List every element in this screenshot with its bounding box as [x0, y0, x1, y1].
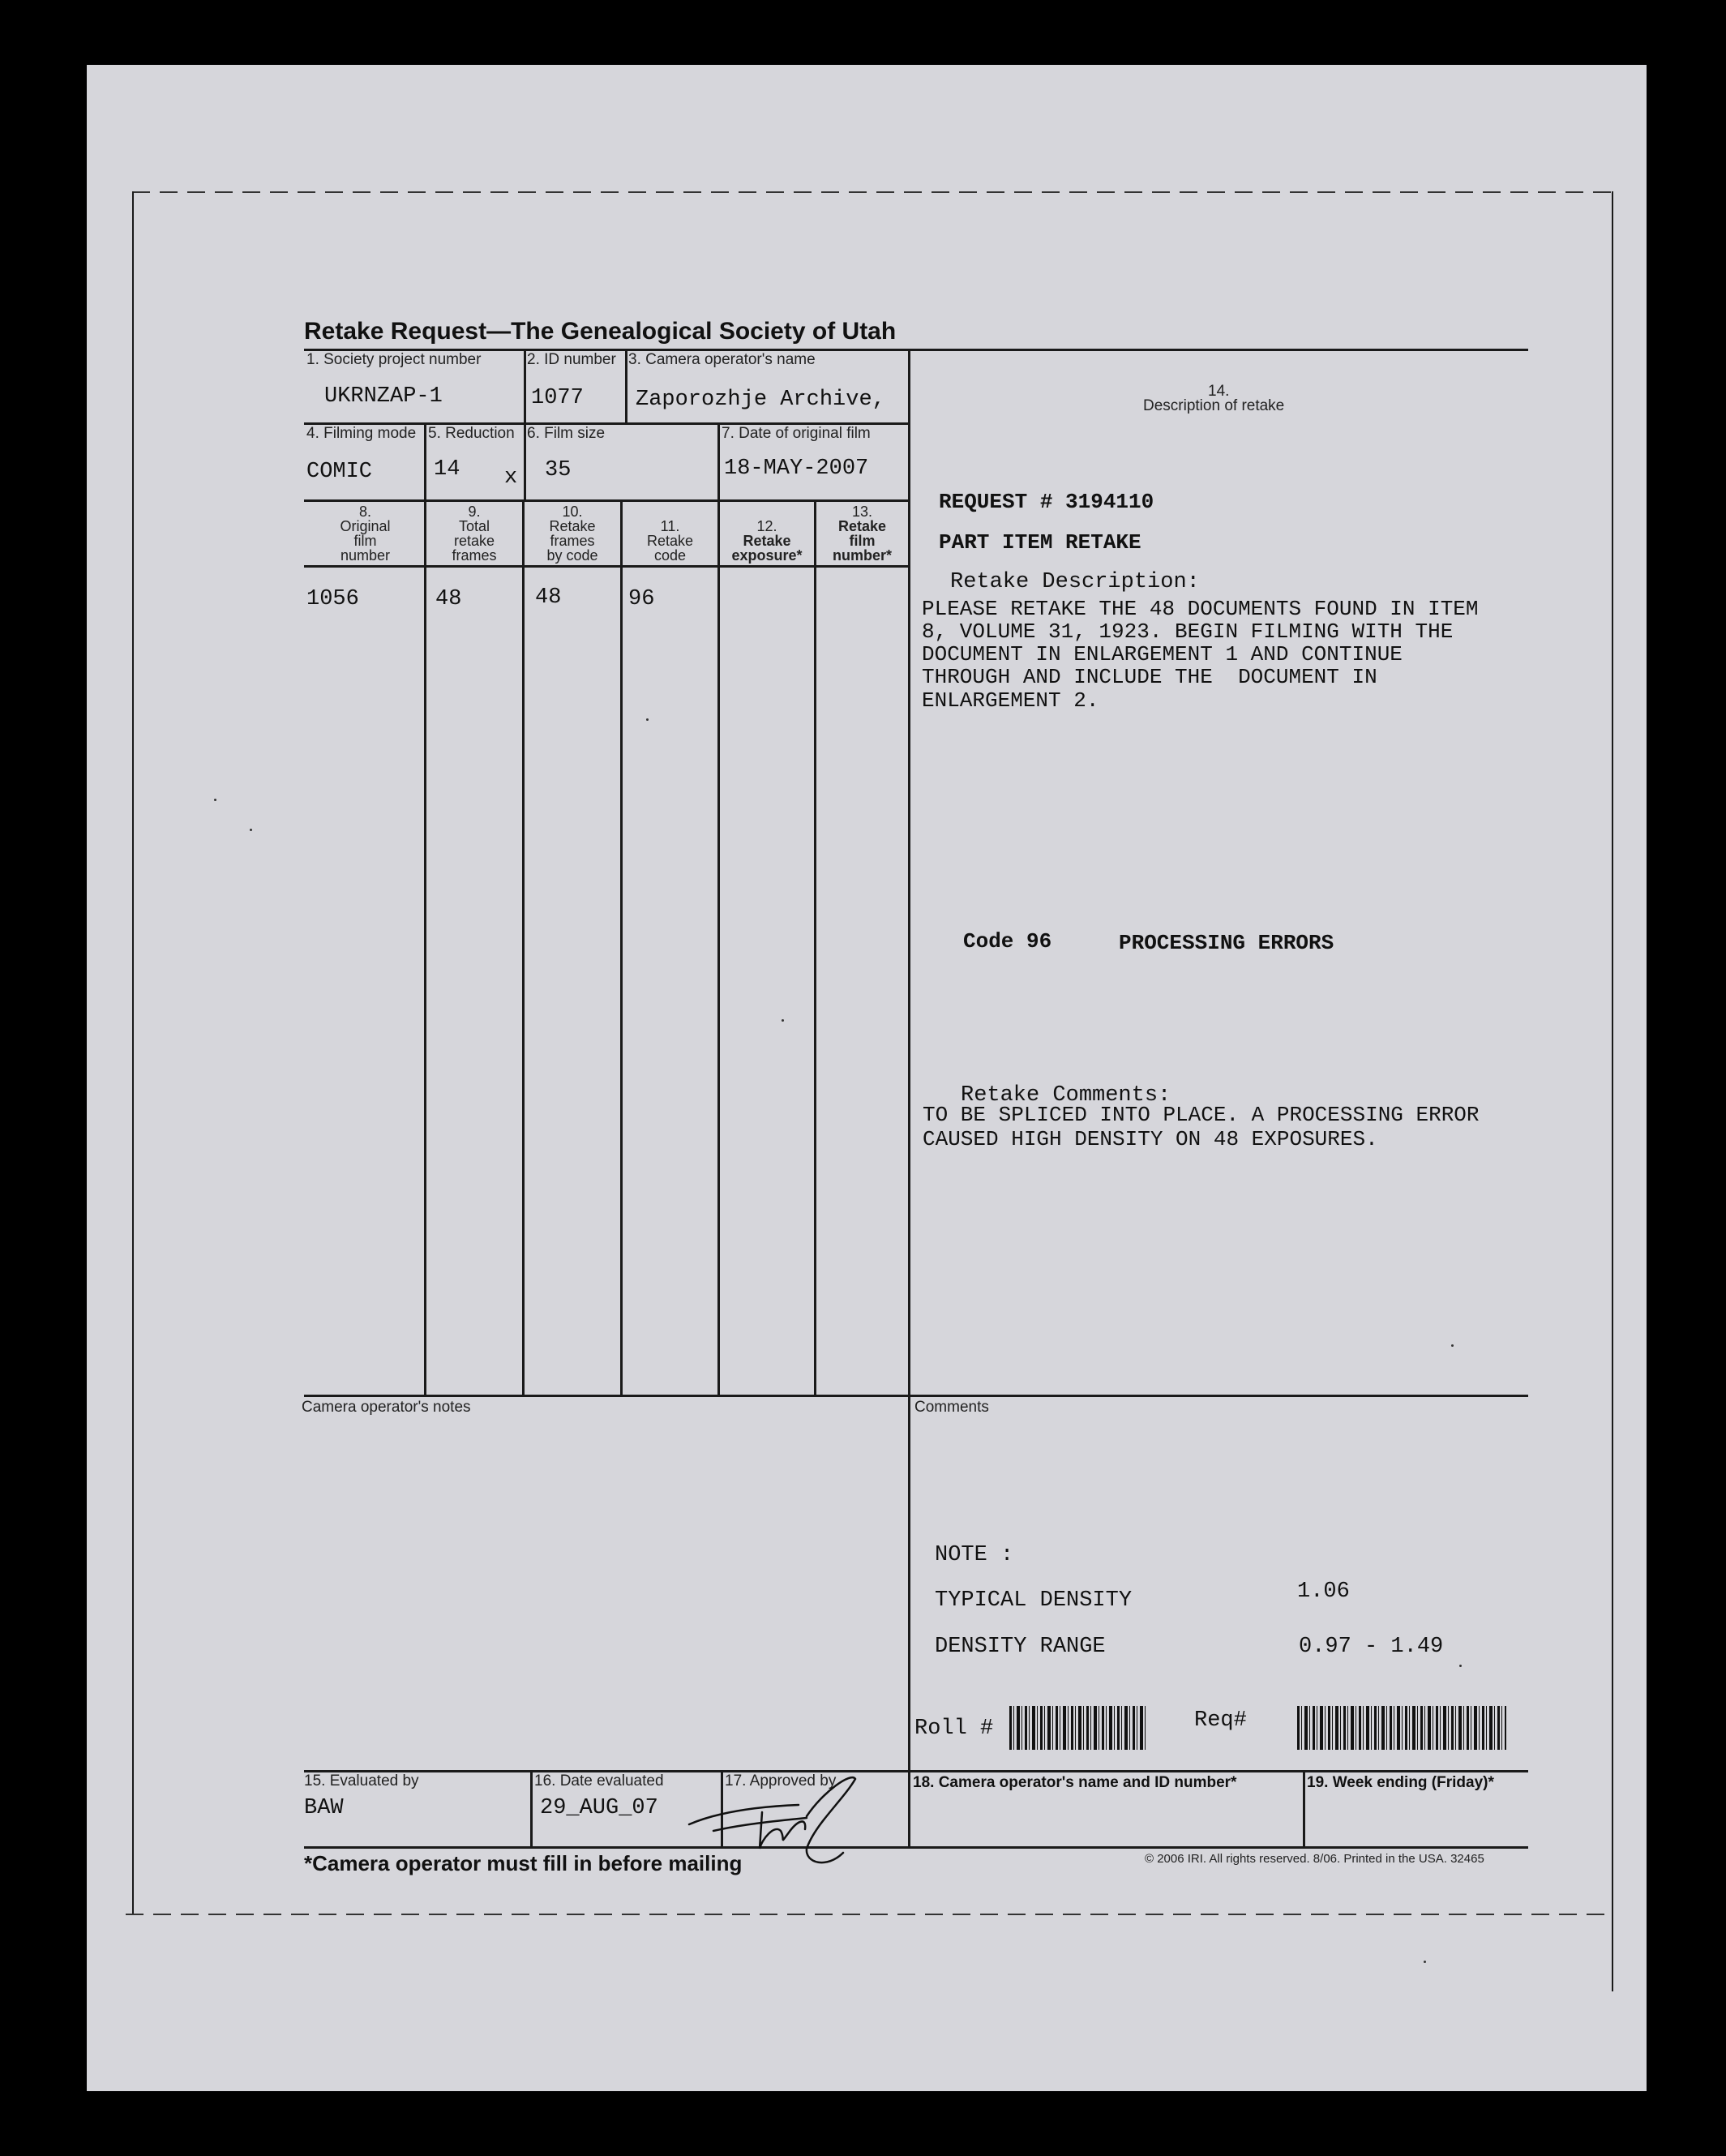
col-divider-9: [424, 499, 426, 1395]
rule-notes: [304, 1395, 1528, 1397]
retake-comments-heading: Retake Comments:: [961, 1083, 1171, 1108]
density-range-label: DENSITY RANGE: [935, 1635, 1106, 1659]
label-filming-mode: 4. Filming mode: [306, 425, 417, 442]
rule-top: [304, 349, 1528, 351]
col-header-frames-by-code: 10. Retake frames by code: [546, 504, 598, 564]
roll-number-label: Roll #: [914, 1717, 994, 1741]
right-border-line: [1612, 191, 1613, 1991]
typical-density-label: TYPICAL DENSITY: [935, 1588, 1133, 1613]
req-barcode: [1297, 1706, 1506, 1750]
bottom-border-line: [126, 1914, 1613, 1915]
label-reduction: 5. Reduction: [428, 425, 515, 442]
divider-f6-f7: [717, 422, 720, 499]
col-header-retake-code: 11. Retake code: [646, 518, 694, 564]
col-divider-13: [814, 499, 816, 1395]
retake-description-line-2: 8, VOLUME 31, 1923. BEGIN FILMING WITH THE: [922, 619, 1454, 644]
label-film-size: 6. Film size: [527, 425, 606, 442]
value-id-number: 1077: [531, 386, 584, 410]
label-evaluated-by: 15. Evaluated by: [304, 1772, 419, 1790]
retake-description-heading: Retake Description:: [950, 570, 1200, 594]
col-header-retake-exposure: 12. Retake exposure*: [731, 518, 803, 564]
label-operator-name: 3. Camera operator's name: [628, 351, 816, 368]
roll-barcode: [1009, 1706, 1147, 1750]
cell-original-film: 1056: [306, 587, 359, 611]
part-item-retake: PART ITEM RETAKE: [939, 530, 1141, 555]
label-operator-notes: Camera operator's notes: [302, 1399, 471, 1416]
divider-f15-f16: [530, 1770, 533, 1846]
label-approved-by: 17. Approved by: [725, 1772, 837, 1790]
top-border-line: [132, 191, 1616, 193]
speck: [1459, 1665, 1462, 1667]
retake-description-line-1: PLEASE RETAKE THE 48 DOCUMENTS FOUND IN ITEM: [922, 597, 1479, 621]
retake-code-label: Code 96: [963, 929, 1052, 954]
rule-row2: [304, 499, 910, 502]
value-reduction-x: x: [504, 465, 518, 490]
divider-f2-f3: [625, 349, 627, 422]
label-operator-id: 18. Camera operator's name and ID number*: [913, 1774, 1237, 1791]
cell-frames-by-code: 48: [535, 585, 562, 610]
label-id-number: 2. ID number: [527, 351, 616, 368]
label-description-of-retake: Description of retake: [1143, 397, 1285, 414]
req-number-label: Req#: [1194, 1708, 1247, 1733]
divider-f4-f5: [424, 422, 426, 499]
retake-comments-line-2: CAUSED HIGH DENSITY ON 48 EXPOSURES.: [923, 1127, 1378, 1151]
col-header-original-film: 8. Original film number: [340, 504, 391, 564]
retake-description-line-3: DOCUMENT IN ENLARGEMENT 1 AND CONTINUE: [922, 642, 1403, 667]
retake-description-line-4: THROUGH AND INCLUDE THE DOCUMENT IN: [922, 665, 1377, 689]
footer-must-fill-note: *Camera operator must fill in before mailing: [304, 1851, 743, 1875]
rule-header: [304, 565, 910, 568]
divider-f18-f19: [1303, 1770, 1305, 1846]
value-evaluated-by: BAW: [304, 1796, 344, 1820]
value-film-size: 35: [545, 458, 572, 482]
request-number: REQUEST # 3194110: [939, 490, 1154, 514]
value-project-number: UKRNZAP-1: [324, 384, 443, 409]
retake-comments-line-1: TO BE SPLICED INTO PLACE. A PROCESSING ERROR: [923, 1103, 1480, 1127]
label-14-number: 14.: [1208, 383, 1230, 400]
retake-description-line-5: ENLARGEMENT 2.: [922, 688, 1099, 713]
rule-bottom-fields: [304, 1770, 1528, 1772]
label-week-ending: 19. Week ending (Friday)*: [1307, 1774, 1494, 1791]
col-divider-11: [620, 499, 623, 1395]
label-project-number: 1. Society project number: [306, 351, 482, 368]
speck: [646, 718, 649, 721]
footer-copyright: © 2006 IRI. All rights reserved. 8/06. Printed in the USA. 32465: [1145, 1852, 1484, 1866]
value-filming-mode: COMIC: [306, 460, 373, 484]
form-title: Retake Request—The Genealogical Society of Utah: [304, 318, 897, 345]
col-header-total-frames: 9. Total retake frames: [452, 504, 497, 564]
cell-retake-code: 96: [628, 587, 655, 611]
typical-density-value: 1.06: [1297, 1579, 1350, 1604]
col-header-retake-film-number: 13. Retake film number*: [832, 504, 892, 564]
speck: [1451, 1344, 1454, 1347]
speck: [250, 829, 252, 831]
label-comments: Comments: [914, 1399, 989, 1416]
value-operator-name: Zaporozhje Archive,: [636, 388, 885, 412]
cell-total-frames: 48: [435, 587, 462, 611]
left-border-line: [132, 191, 134, 1914]
divider-main: [908, 349, 910, 1849]
value-date-original: 18-MAY-2007: [724, 456, 869, 481]
col-divider-12: [717, 499, 720, 1395]
retake-code-description: PROCESSING ERRORS: [1119, 931, 1334, 955]
label-date-original: 7. Date of original film: [722, 425, 871, 442]
note-label: NOTE :: [935, 1543, 1014, 1567]
speck: [214, 799, 216, 801]
divider-f5-f6: [524, 422, 526, 499]
rule-footer: [304, 1846, 1528, 1849]
label-date-evaluated: 16. Date evaluated: [534, 1772, 664, 1790]
value-reduction: 14: [434, 457, 460, 482]
col-divider-10: [522, 499, 525, 1395]
value-date-evaluated: 29_AUG_07: [540, 1796, 658, 1820]
speck: [1424, 1961, 1426, 1963]
density-range-value: 0.97 - 1.49: [1299, 1635, 1444, 1659]
divider-f1-f2: [524, 349, 526, 422]
speck: [782, 1019, 784, 1022]
